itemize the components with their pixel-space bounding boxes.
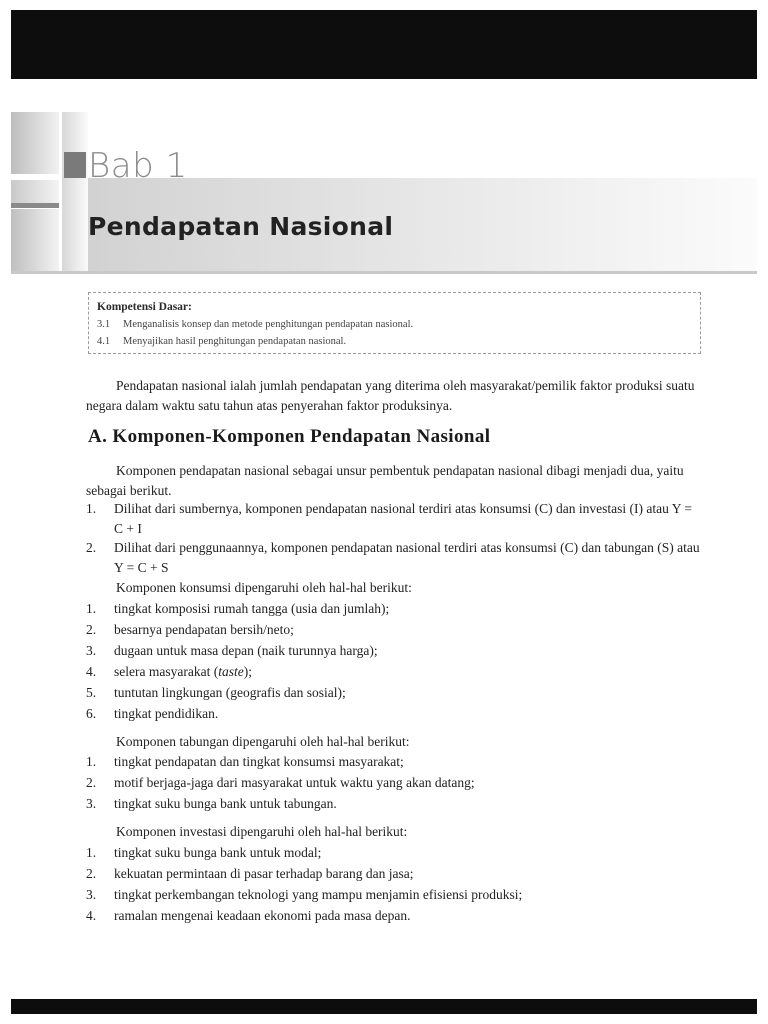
intro-paragraph: Pendapatan nasional ialah jumlah pendapatan yang diterima oleh masyarakat/pemilik faktor produksi suatu negara dalam waktu satu tahun atas penyerahan faktor produksinya. xyxy=(86,378,695,413)
decor-block xyxy=(11,203,59,208)
list-item xyxy=(86,641,701,661)
list-number: 3. xyxy=(86,887,97,902)
list-text: tingkat suku bunga bank untuk tabungan. xyxy=(114,796,337,811)
kompetensi-text: Menyajikan hasil penghitungan pendapatan nasional. xyxy=(123,336,347,347)
decor-block xyxy=(11,209,59,273)
top-black-bar xyxy=(11,10,757,79)
section-intro: Komponen pendapatan nasional sebagai unsur pembentuk pendapatan nasional dibagi menjadi dua, yaitu sebagai berikut. xyxy=(86,463,684,498)
list-item xyxy=(86,864,701,884)
kompetensi-num: 3.1 xyxy=(97,319,111,330)
list-item xyxy=(86,599,701,619)
list-text: tingkat komposisi rumah tangga (usia dan jumlah); xyxy=(114,601,390,616)
list-text: ramalan mengenai keadaan ekonomi pada masa depan. xyxy=(114,908,411,923)
list-text: tingkat suku bunga bank untuk modal; xyxy=(114,845,322,860)
list-item xyxy=(86,704,701,724)
list-item xyxy=(86,794,701,814)
list-number: 3. xyxy=(86,643,97,658)
list-number: 3. xyxy=(86,796,97,811)
tabungan-heading: Komponen tabungan dipengaruhi oleh hal-hal berikut: xyxy=(116,734,410,749)
kompetensi-box xyxy=(88,292,701,354)
list-item xyxy=(86,683,701,703)
kompetensi-item xyxy=(97,319,413,330)
chapter-label: Bab 1 xyxy=(88,146,188,186)
bottom-black-bar xyxy=(11,999,757,1014)
list-text: motif berjaga-jaga dari masyarakat untuk waktu yang akan datang; xyxy=(114,775,475,790)
decor-block xyxy=(11,180,59,204)
list-item xyxy=(86,906,701,926)
list-item xyxy=(86,620,701,640)
title-divider xyxy=(11,271,757,274)
kompetensi-item xyxy=(97,336,346,347)
list-item xyxy=(86,499,701,538)
list-number: 1. xyxy=(86,845,97,860)
kompetensi-title: Kompetensi Dasar: xyxy=(97,301,192,313)
konsumsi-heading: Komponen konsumsi dipengaruhi oleh hal-hal berikut: xyxy=(116,580,412,595)
list-text-part: selera masyarakat ( xyxy=(114,664,219,679)
list-item xyxy=(86,752,701,772)
list-number: 5. xyxy=(86,685,97,700)
decor-block xyxy=(11,112,59,174)
kompetensi-text: Menganalisis konsep dan metode penghitungan pendapatan nasional. xyxy=(123,319,414,330)
list-text: tuntutan lingkungan (geografis dan sosial); xyxy=(114,685,346,700)
list-item xyxy=(86,885,701,905)
list-number: 1. xyxy=(86,601,97,616)
list-number: 2. xyxy=(86,540,97,555)
list-number: 1. xyxy=(86,754,97,769)
list-number: 2. xyxy=(86,622,97,637)
list-text-part: ); xyxy=(243,664,252,679)
investasi-heading: Komponen investasi dipengaruhi oleh hal-hal berikut: xyxy=(116,824,408,839)
list-number: 4. xyxy=(86,664,97,679)
list-item xyxy=(86,843,701,863)
list-text: tingkat pendapatan dan tingkat konsumsi masyarakat; xyxy=(114,754,404,769)
list-text: Dilihat dari sumbernya, komponen pendapatan nasional terdiri atas konsumsi (C) dan investasi (I) atau Y = C + I xyxy=(114,501,692,536)
list-text: kekuatan permintaan di pasar terhadap barang dan jasa; xyxy=(114,866,414,881)
list-text: tingkat pendidikan. xyxy=(114,706,219,721)
list-text: tingkat perkembangan teknologi yang mampu menjamin efisiensi produksi; xyxy=(114,887,523,902)
list-number: 6. xyxy=(86,706,97,721)
list-text-italic: taste xyxy=(218,664,244,679)
section-heading: A. Komponen-Komponen Pendapatan Nasional xyxy=(88,426,491,447)
kompetensi-num: 4.1 xyxy=(97,336,111,347)
list-number: 2. xyxy=(86,775,97,790)
list-item xyxy=(86,538,701,577)
list-item xyxy=(86,773,701,793)
decor-block xyxy=(62,112,88,272)
list-text xyxy=(114,662,701,682)
list-number: 1. xyxy=(86,501,97,516)
list-text: Dilihat dari penggunaannya, komponen pendapatan nasional terdiri atas konsumsi (C) dan tabungan (S) atau Y = C + S xyxy=(114,540,700,575)
list-text: besarnya pendapatan bersih/neto; xyxy=(114,622,294,637)
list-number: 2. xyxy=(86,866,97,881)
list-text: dugaan untuk masa depan (naik turunnya harga); xyxy=(114,643,378,658)
decor-block xyxy=(64,152,86,178)
list-number: 4. xyxy=(86,908,97,923)
list-item xyxy=(86,662,701,682)
page-title: Pendapatan Nasional xyxy=(88,212,394,241)
